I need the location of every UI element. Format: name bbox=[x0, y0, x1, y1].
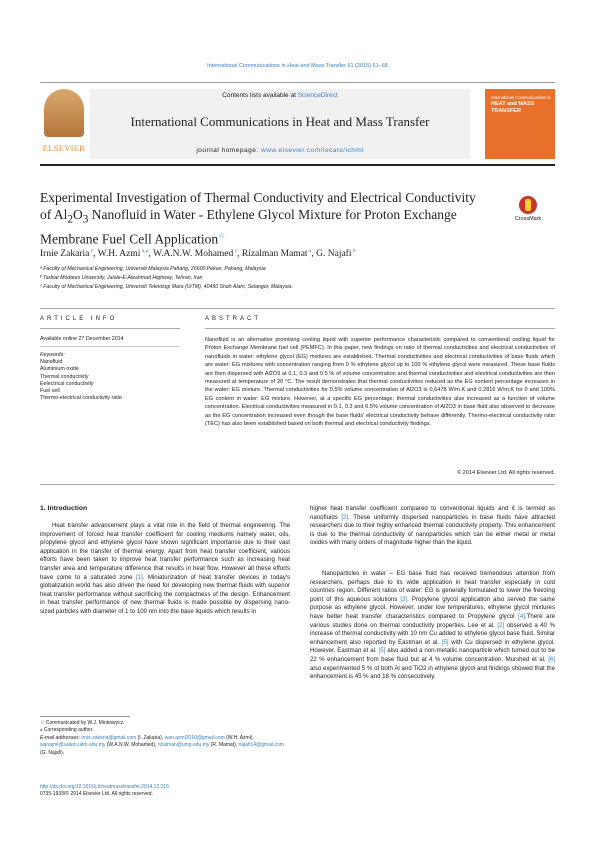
intro-text: Heat transfer advancement plays a vital role in the field of thermal engineering. The improvement of forced heat transfer coefficient for cooling mediums namely water, oils, propylene glycol and ethylene glycol have shown significant importance due to their vast application in the transfer of thermal energy. Apart from heat transfer coefficient, various efforts have been taken to improve heat transfer performance such as increasing heat transfer area and temperature difference that results in heat flow. However all these efforts have come to a saturated zone bbox=[40, 522, 290, 581]
intro-text: with Cu dispersed in ethylene glycol. However, Eastman et al. bbox=[310, 638, 555, 655]
email-link[interactable]: wanajmi@salam.uitm.edu.my bbox=[40, 742, 106, 749]
email-owner: (W.H. Azmi), bbox=[224, 734, 254, 741]
publisher-name: ELSEVIER bbox=[42, 143, 86, 153]
elsevier-tree-icon bbox=[44, 89, 84, 137]
email-link[interactable]: wan.azmi2010@gmail.com bbox=[164, 734, 225, 741]
crossmark-label: CrossMark bbox=[514, 216, 542, 222]
keywords-label: Keywords: bbox=[40, 352, 65, 358]
author-affiliation-mark[interactable]: b bbox=[351, 248, 356, 254]
author-name: Irnie Zakaria bbox=[40, 249, 90, 260]
intro-right-paragraph-1 bbox=[310, 505, 555, 548]
reference-link[interactable]: [5] bbox=[441, 638, 449, 646]
intro-text: .There are various studies done on thermal conductivity properties. Lee et al. bbox=[310, 612, 555, 629]
email-owner: (R. Mamat), bbox=[209, 742, 239, 749]
footnote-corresponding: ⁎ Corresponding author. bbox=[40, 727, 94, 734]
keywords-rule bbox=[40, 346, 180, 347]
keywords-block bbox=[40, 352, 180, 402]
homepage-prefix: journal homepage: bbox=[196, 147, 261, 154]
abstract-rule bbox=[205, 328, 555, 329]
reference-link[interactable]: [2] bbox=[341, 513, 349, 521]
abstract-text: Nanofluid is an alternative promising cooling liquid with superior performance characteristic compared to conventional cooling liquid for Proton Exchange Membrane fuel cell (PEMFC). In this paper, new findings on ratio of thermal conductivities and electrical conductivities of nanofluids in water: ethylene glycol (EG) mixtures are established. Thermal conductivities and electrical conductivities of base fluids which are water: EG mixtures with concentration ranging from 0 % ethylene glycol up to 100 % ethylene glycol were measured. These base fluids are then dispersed with Al2O3 at 0.1, 0.3 and 0.5 % of volume concentration and thermal conductivities and electrical conductivities are then measured at temperature of 20 °C. The result demonstrates that thermal conductivities reduced as the EG content percentage increases in the water: EG mixture. Thermal conductivities for 0.5% volume concentration of Al2O3 is 0.6478 W/m.K and 0.2816 W/m.K for 0 and 100% EG content in water: EG mixture. However, at a specific EG percentage, thermal conductivities also increased as a function of volume concentration. Electrical conductivities measured in 0.1, 0.3 and 0.5% volume concentration of Al2O3 in base fluid also observed to decrease as the EG concentration increased even though the base fluids' electrical conductivity behave differently. Thermo-electrical conductivity ratio (TEC) has also been established based on both thermal and electrical conductivity findings. bbox=[205, 337, 555, 428]
title-star-icon[interactable]: ☆ bbox=[218, 230, 226, 240]
intro-text: observed a 40 % increase of thermal conductivity with 10 nm Cu added to ethylene glycol base fluid. Similar enhancement also reported by Eastman et al. bbox=[310, 621, 555, 646]
homepage-link[interactable]: www.elsevier.com/locate/ichmt bbox=[261, 147, 364, 154]
author-name: W.H. Azmi bbox=[97, 249, 141, 260]
intro-text: higher heat transfer coefficient compared to conventional liquids and it is termed as nanofluids bbox=[310, 505, 555, 521]
author-affiliation-mark[interactable]: c bbox=[89, 248, 94, 254]
affiliation-a: ᵃ Faculty of Mechanical Engineering, Universiti Malaysia Pahang, 26600 Pekan, Pahang, Malaysia bbox=[40, 266, 266, 272]
abstract-copyright: © 2014 Elsevier Ltd. All rights reserved. bbox=[456, 470, 555, 476]
title-part-2: O bbox=[73, 206, 83, 222]
reference-link[interactable]: [4] bbox=[518, 612, 525, 620]
sciencedirect-link[interactable]: ScienceDirect bbox=[297, 92, 338, 99]
author-affiliation-mark[interactable]: a bbox=[307, 248, 312, 254]
intro-text: . Miniaturization of heat transfer devices in today's globalization world has also driven the need for developing new thermal fluids with superior heat transfer performance without sacrificing the compactness of the design. Enhancement in heat transfer performance of new thermal fluids is made possible by dispersing nano-sized particles with diameter of 1 to 100 nm into the base liquids which results in bbox=[40, 573, 290, 615]
cover-line-1: International Communications in bbox=[491, 95, 551, 100]
author-separator: , bbox=[148, 249, 153, 260]
available-online: Available online 27 December 2014 bbox=[40, 336, 124, 342]
journal-header bbox=[40, 82, 555, 163]
section-rule-bottom bbox=[40, 484, 555, 485]
author-separator: , bbox=[311, 249, 317, 260]
title-sub-2: 3 bbox=[82, 213, 89, 226]
keyword-item: Fuel cell bbox=[40, 388, 60, 395]
journal-name: International Communications in Heat and Mass Transfer bbox=[130, 114, 430, 129]
reference-link[interactable]: [3] bbox=[400, 595, 408, 603]
footnote-rule bbox=[40, 716, 130, 717]
author-name: Rizalman Mamat bbox=[241, 249, 308, 260]
header-divider bbox=[40, 164, 555, 166]
rights-statement: 0735-1933/© 2014 Elsevier Ltd. All rights reserved. bbox=[40, 791, 153, 798]
abstract-heading: ABSTRACT bbox=[205, 316, 262, 322]
email-link[interactable]: rizalman@ump.edu.my bbox=[157, 742, 210, 749]
reference-link[interactable]: [5] bbox=[378, 647, 386, 655]
title-sub-1: 2 bbox=[67, 213, 74, 226]
intro-text: also added a non-metallic nanoparticle which turned out to be 22 % enhancement from base fluid but at 4 % volume concentration. Murshed et al. bbox=[310, 647, 555, 663]
email-owner: (I. Zakaria), bbox=[136, 734, 165, 741]
emails-label: E-mail addresses: bbox=[40, 734, 82, 741]
footnotes bbox=[40, 720, 290, 757]
email-owner: (W.A.N.W. Mohamed), bbox=[105, 742, 158, 749]
keyword-item: Nanofluid bbox=[40, 359, 63, 366]
cover-line-2: HEAT and MASS bbox=[491, 101, 535, 107]
email-owner: (G. Najafi). bbox=[40, 749, 65, 756]
journal-citation[interactable]: International Communications in Heat and Mass Transfer 61 (2015) 61–68 bbox=[207, 63, 388, 69]
section-rule-top bbox=[40, 308, 555, 309]
intro-text: . These uniformly dispersed nanoparticles in base fluids have attracted researchers due to their highly enhanced thermal conductivity property. This enhancement is due to the thermal conductivity of nanoparticles which can be either metal or metal oxides with many orders of magnitude higher than the liquid. bbox=[310, 513, 555, 547]
intro-text: . Propylene glycol application also served the same purpose as ethylene glycol. However, under low temperatures, ethylene glycol mixtures have better heat transfer characteristics compared to Propylene glycol bbox=[310, 595, 555, 620]
email-link[interactable]: irnie.zakaria@gmail.com bbox=[81, 734, 137, 741]
intro-left-paragraph bbox=[40, 522, 290, 617]
title-part-3: Nanofluid in Water - Ethylene Glycol Mixture for Proton Exchange Membrane Fuel Cell Application bbox=[40, 206, 457, 247]
article-title bbox=[40, 190, 480, 248]
author-separator: , bbox=[93, 249, 98, 260]
keyword-item: Thermal conductivity bbox=[40, 373, 89, 380]
contents-line bbox=[90, 92, 470, 99]
intro-text: also experimented 5 % of both Al and TiO2 in ethylene glycol and findings showed that the enhancement is 45 % and 18 % consecutively. bbox=[310, 664, 555, 681]
title-part-1: Experimental Investigation of Thermal Conductivity and Electrical Conductivity of Al bbox=[40, 190, 476, 222]
doi-block bbox=[40, 784, 290, 798]
footnote-emails bbox=[40, 735, 290, 757]
reference-link[interactable]: [2] bbox=[497, 621, 505, 629]
keyword-item: Aluminium oxide bbox=[40, 366, 79, 373]
reference-link[interactable]: [1] bbox=[135, 573, 143, 581]
journal-homepage bbox=[90, 147, 470, 154]
contents-prefix: Contents lists available at bbox=[222, 92, 298, 99]
article-info-rule bbox=[40, 328, 180, 329]
cover-line-3: TRANSFER bbox=[491, 108, 521, 114]
keyword-item: Eelectrical conductivity bbox=[40, 380, 94, 387]
article-info-heading: ARTICLE INFO bbox=[40, 316, 118, 322]
doi-link[interactable]: http://dx.doi.org/10.1016/j.icheatmasstransfer.2014.12.015 bbox=[40, 784, 169, 790]
affiliation-b: ᵇ Tarbiat Modares University, Jalale-E-Aleahmad Highway, Tehran, Iran bbox=[40, 275, 203, 281]
crossmark-badge[interactable] bbox=[505, 196, 551, 222]
author-name: G. Najafi bbox=[316, 249, 352, 260]
journal-cover bbox=[485, 89, 555, 159]
author-separator: , bbox=[237, 249, 242, 260]
author-list bbox=[40, 248, 555, 259]
introduction-heading: 1. Introduction bbox=[40, 505, 88, 512]
footnote-communicated: ☆ Communicated by W.J. Minkowycz. bbox=[40, 720, 125, 726]
keyword-item: Thermo-electrical conductivity ratio bbox=[40, 395, 122, 402]
intro-right-paragraph-2 bbox=[310, 570, 555, 682]
author-affiliation-mark[interactable]: a,⁎ bbox=[140, 248, 149, 254]
publisher-logo bbox=[40, 89, 88, 159]
intro-text: Nanoparticles in water – EG base fluid has received tremendous attention from researchers, perhaps due to its wide application in heat transfer especially in cold countries region. Different ratios of water: EG is generally formulated to lower the freezing point of this aqueous solutions bbox=[310, 570, 555, 603]
email-link[interactable]: najafi14@gmail.com bbox=[238, 742, 284, 749]
author-name: W.A.N.W. Mohamed bbox=[152, 249, 234, 260]
affiliation-c: ᶜ Faculty of Mechanical Engineering, Universiti Teknologi Mara (UiTM), 40450 Shah Alam, Selangor, Malaysia. bbox=[40, 284, 293, 290]
header-panel bbox=[90, 89, 470, 159]
crossmark-icon bbox=[519, 196, 537, 214]
reference-link[interactable]: [6] bbox=[548, 655, 555, 663]
author-affiliation-mark[interactable]: c bbox=[233, 248, 238, 254]
